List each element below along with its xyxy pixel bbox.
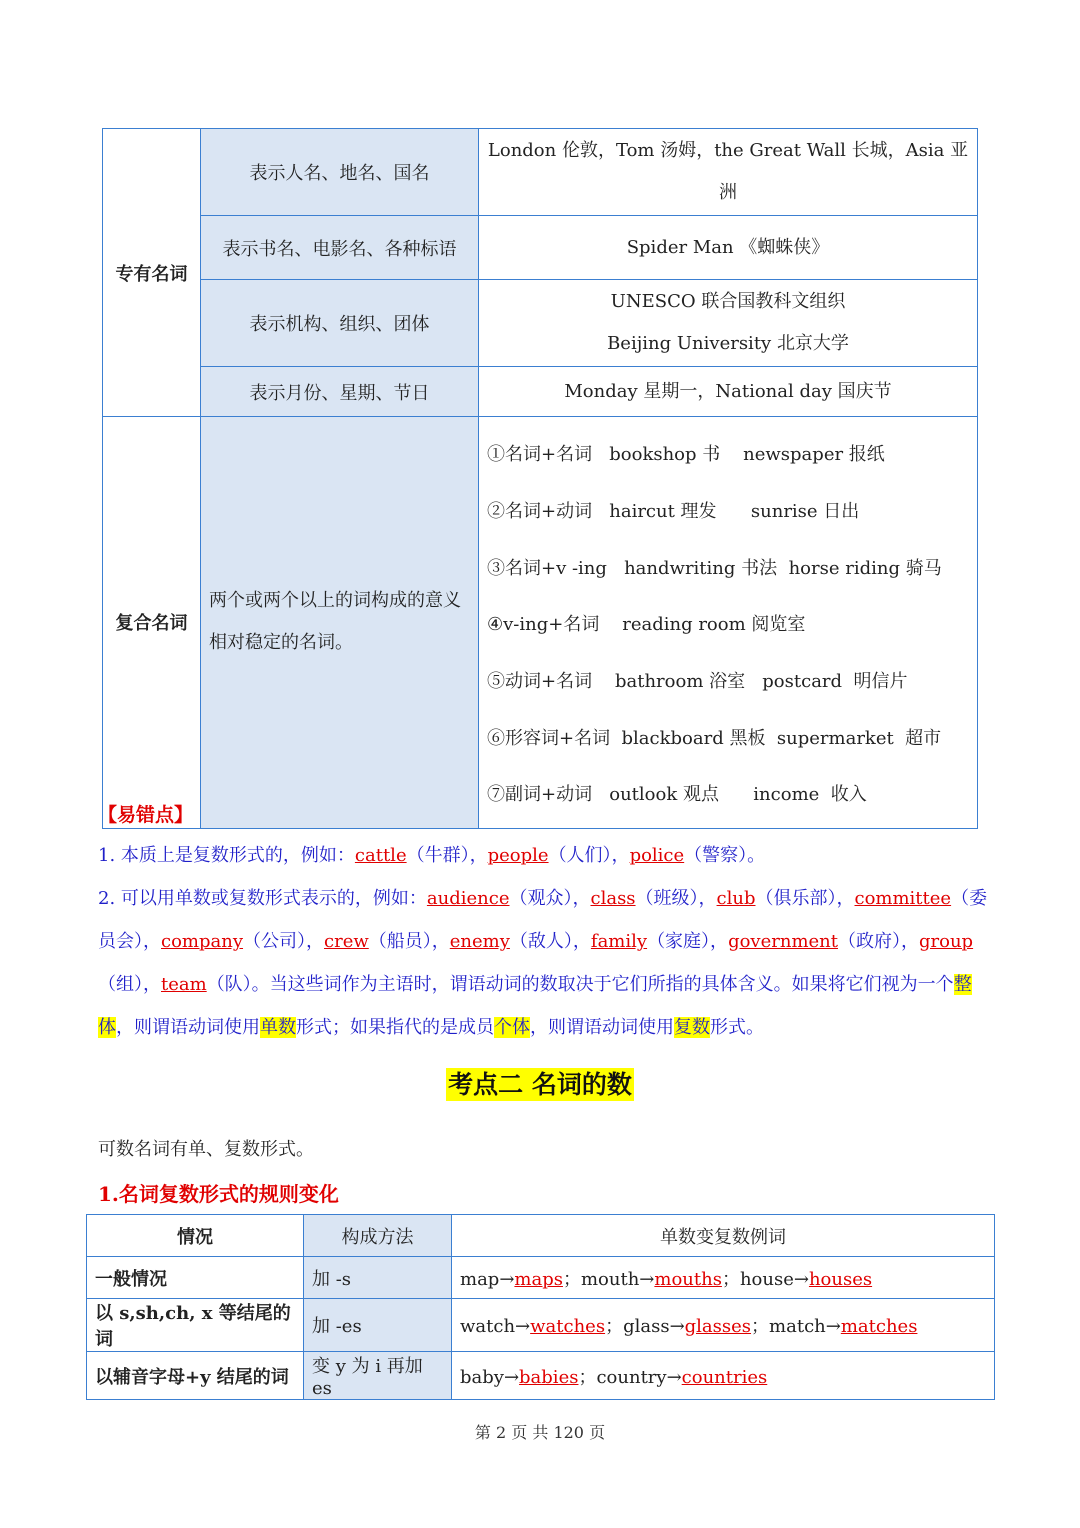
singular-word: country→ xyxy=(596,1366,682,1388)
highlight: 单数 xyxy=(260,1017,296,1038)
singular-word: mouth→ xyxy=(580,1268,655,1290)
separator: ； xyxy=(721,1268,740,1290)
compound-pattern: ⑥形容词+名词 blackboard 黑板 supermarket 超市 xyxy=(487,727,942,749)
error-points-title: 【易错点】 xyxy=(98,804,194,826)
vocab-word: company xyxy=(161,931,244,952)
examples-cell xyxy=(452,1257,995,1299)
page-footer: 第 2 页 共 120 页 xyxy=(474,1423,606,1442)
note-text: 形式。 xyxy=(710,1017,764,1038)
method-cell: 加 -es xyxy=(304,1299,452,1352)
vocab-word: group xyxy=(919,931,974,952)
singular-word: map→ xyxy=(460,1268,515,1290)
table-header: 情况 xyxy=(87,1215,304,1257)
vocab-meaning: （公司）， xyxy=(243,931,325,952)
vocab-meaning: （人们）， xyxy=(548,845,630,866)
vocab-word: people xyxy=(487,845,549,866)
vocab-meaning: （组）， xyxy=(98,974,161,995)
separator: ； xyxy=(605,1316,624,1337)
compound-pattern: ③名词+v -ing handwriting 书法 horse riding 骑马 xyxy=(487,557,942,579)
vocab-meaning: （船员）， xyxy=(368,931,450,952)
vocab-word: police xyxy=(629,845,685,866)
vocab-meaning: （警察）。 xyxy=(684,845,766,866)
method-cell: 变 y 为 i 再加 es xyxy=(304,1352,452,1400)
error-note-1 xyxy=(98,834,988,877)
vocab-word: crew xyxy=(324,931,369,952)
example-cell xyxy=(479,367,978,417)
note-text: ，则谓语动词使用 xyxy=(116,1017,260,1038)
noun-types-table xyxy=(102,128,978,829)
singular-word: watch→ xyxy=(460,1316,531,1337)
example-cell xyxy=(479,280,978,367)
plural-word: countries xyxy=(681,1366,768,1388)
plural-word: matches xyxy=(840,1316,918,1337)
vocab-word: club xyxy=(716,888,756,909)
vocab-meaning: （牛群）， xyxy=(406,845,488,866)
category-proper-noun: 专有名词 xyxy=(103,129,201,417)
case-cell: 一般情况 xyxy=(87,1257,304,1299)
examples-cell xyxy=(452,1299,995,1352)
subsection-title: 1.名词复数形式的规则变化 xyxy=(98,1182,339,1206)
compound-pattern: ②名词+动词 haircut 理发 sunrise 日出 xyxy=(487,501,860,523)
plural-word: maps xyxy=(514,1268,563,1290)
section-title-text: 考点二 名词的数 xyxy=(448,1070,632,1099)
table-row xyxy=(87,1257,995,1299)
note-prefix: 1. 本质上是复数形式的，例如： xyxy=(98,845,355,866)
category-compound-noun: 复合名词 xyxy=(103,417,201,829)
plural-rules-table xyxy=(86,1214,995,1400)
vocab-word: government xyxy=(728,931,838,952)
highlight: 个体 xyxy=(494,1017,530,1038)
separator: ； xyxy=(578,1366,597,1388)
example-cell xyxy=(479,216,978,280)
vocab-word: family xyxy=(590,931,648,952)
example-text: Beijing University 北京大学 xyxy=(607,333,849,354)
note-text: 形式；如果指代的是成员 xyxy=(296,1017,494,1038)
error-note-2 xyxy=(98,877,988,1049)
vocab-word: class xyxy=(590,888,636,909)
plural-word: glasses xyxy=(684,1316,752,1337)
table-row xyxy=(87,1299,995,1352)
separator: ； xyxy=(562,1268,581,1290)
method-cell: 加 -s xyxy=(304,1257,452,1299)
note-prefix: 2. 可以用单数或复数形式表示的，例如： xyxy=(98,888,427,909)
table-row xyxy=(87,1352,995,1400)
compound-pattern: ①名词+名词 bookshop 书 newspaper 报纸 xyxy=(487,444,885,466)
singular-word: match→ xyxy=(769,1316,841,1337)
vocab-word: enemy xyxy=(449,931,510,952)
type-cell: 表示机构、组织、团体 xyxy=(201,280,479,367)
compound-pattern: ④v-ing+名词 reading room 阅览室 xyxy=(487,614,806,636)
intro-text: 可数名词有单、复数形式。 xyxy=(98,1139,314,1160)
compound-pattern-list xyxy=(479,417,978,829)
vocab-meaning: （俱乐部）， xyxy=(755,888,855,909)
vocab-word: cattle xyxy=(354,845,407,866)
example-text: Monday 星期一，National day 国庆节 xyxy=(564,380,892,402)
note-text: ，则谓语动词使用 xyxy=(530,1017,674,1038)
vocab-meaning: （班级）， xyxy=(635,888,717,909)
compound-pattern: ⑤动词+名词 bathroom 浴室 postcard 明信片 xyxy=(487,671,908,693)
example-text: UNESCO 联合国教科文组织 xyxy=(610,291,846,312)
separator: ； xyxy=(751,1316,770,1337)
case-cell: 以 s,sh,ch, x 等结尾的词 xyxy=(87,1299,304,1352)
vocab-word: team xyxy=(161,974,207,995)
table-header: 构成方法 xyxy=(304,1215,452,1257)
example-text: London 伦敦，Tom 汤姆，the Great Wall 长城，Asia 亚洲 xyxy=(487,140,969,203)
section-title xyxy=(0,1065,1080,1101)
vocab-meaning: （敌人）， xyxy=(509,931,591,952)
vocab-meaning: （委员会）， xyxy=(98,888,988,952)
example-cell xyxy=(479,129,978,216)
type-cell: 表示书名、电影名、各种标语 xyxy=(201,216,479,280)
plural-word: babies xyxy=(519,1366,579,1388)
compound-pattern: ⑦副词+动词 outlook 观点 income 收入 xyxy=(487,784,867,806)
vocab-meaning: （政府）， xyxy=(838,931,919,952)
vocab-meaning: （队）。 xyxy=(206,974,270,995)
singular-word: glass→ xyxy=(623,1316,685,1337)
type-cell: 表示月份、星期、节日 xyxy=(201,367,479,417)
singular-word: baby→ xyxy=(460,1366,520,1388)
vocab-meaning: （家庭）， xyxy=(647,931,729,952)
table-header: 单数变复数例词 xyxy=(452,1215,995,1257)
type-cell: 表示人名、地名、国名 xyxy=(201,129,479,216)
note-text: 当这些词作为主语时，谓语动词的数取决于它们所指的具体含义。如果将它们视为一个 xyxy=(269,974,954,995)
plural-word: mouths xyxy=(654,1268,722,1290)
example-text: Spider Man 《蜘蛛侠》 xyxy=(626,236,830,258)
highlight: 复数 xyxy=(674,1017,710,1038)
vocab-word: audience xyxy=(426,888,510,909)
vocab-word: committee xyxy=(854,888,952,909)
case-cell: 以辅音字母+y 结尾的词 xyxy=(87,1352,304,1400)
highlight: 整体 xyxy=(98,974,972,1038)
singular-word: house→ xyxy=(739,1268,809,1290)
examples-cell xyxy=(452,1352,995,1400)
plural-word: watches xyxy=(530,1316,606,1337)
note-word-list xyxy=(355,845,765,866)
plural-word: houses xyxy=(808,1268,873,1290)
compound-definition: 两个或两个以上的词构成的意义相对稳定的名词。 xyxy=(201,417,479,829)
vocab-meaning: （观众）， xyxy=(509,888,591,909)
